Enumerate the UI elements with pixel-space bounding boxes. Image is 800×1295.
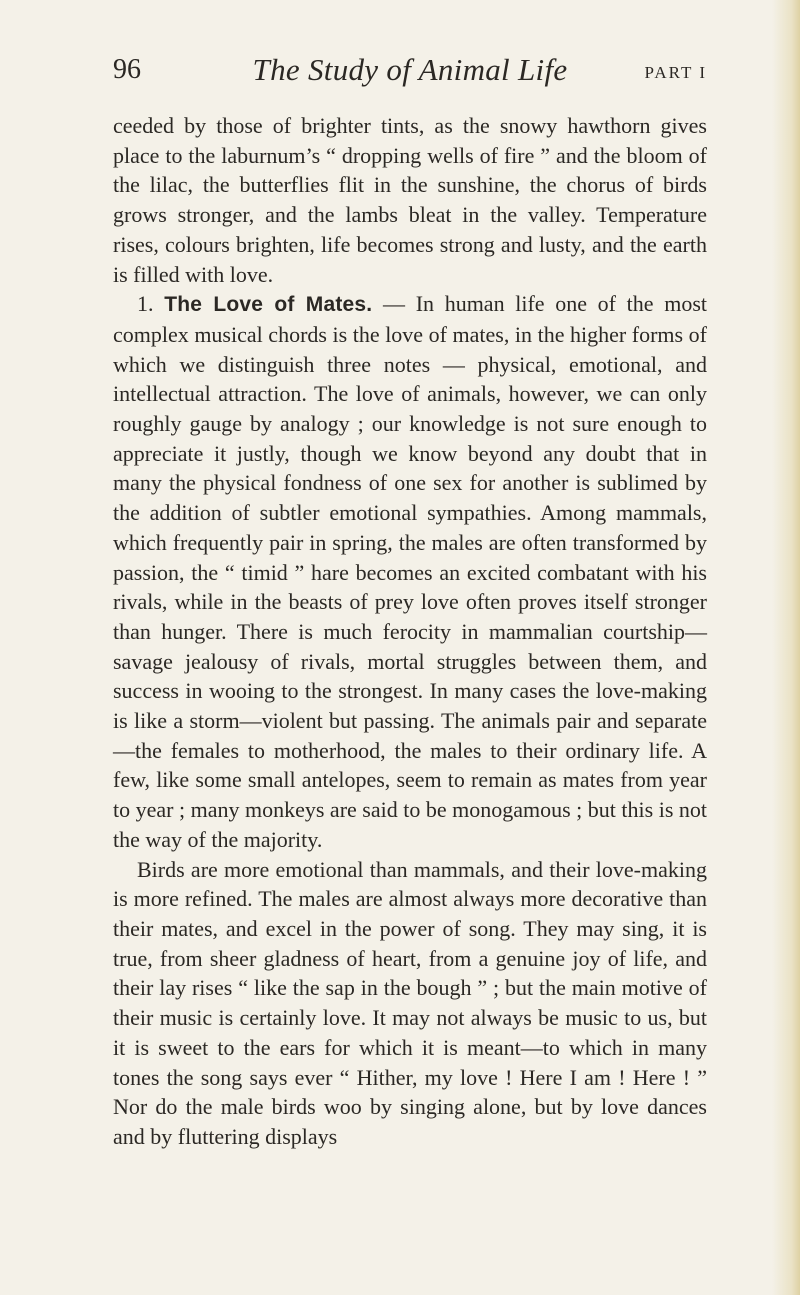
paragraph-text: — In human life one of the most complex musical chords is the love of mates, in the higher forms of which we distinguish three notes — physical, emotional, and intellectual attraction. The love of animals, however, we can only roughly gauge by analogy ; our knowledge is not sure enough to appreciate it justly, though we know beyond any doubt that in many the physical fondness of one sex for another is sublimed by the addition of subtler emotional sympathies. Among mammals, which frequently pair in spring, the males are often transformed by passion, the “ timid ” hare becomes an excited combatant with his rivals, while in the beasts of prey love often proves itself stronger than hunger. There is much ferocity in mammalian courtship—savage jealousy of rivals, mortal struggles between them, and success in wooing to the strongest. In many cases the love-making is like a storm—violent but passing. The animals pair and separate—the females to motherhood, the males to their ordinary life. A few, like some small antelopes, seem to remain as mates from year to year ; many monkeys are said to be monogamous ; but this is not the way of the majority. [113,291,708,852]
paragraph-birds: Birds are more emotional than mammals, and their love-making is more refined. The males are almost always more decorative than their mates, and excel in the power of song. They may sing, it is true, from sheer gladness of heart, from a genuine joy of life, and their lay rises “ like the sap in the bough ” ; but the main motive of their music is certainly love. It may not always be music to us, but it is sweet to the ears for which it is meant—to which in many tones the song says ever “ Hither, my love ! Here I am ! Here ! ” Nor do the male birds woo by singing alone, but by love dances and by fluttering displays [113,856,707,1149]
section-number: 1. [137,291,154,317]
paragraph-continuation: ceeded by those of brighter tints, as the snowy hawthorn gives place to the laburnum’s “ dropping wells of fire ” and the bloom of the lilac, the butterflies flit in the sunshine, the chorus of birds grows stronger, and the lambs bleat in the valley. Temperature rises, colours brighten, life becomes strong and lusty, and the earth is filled with love. [113,113,707,287]
page-number: 96 [113,54,141,85]
part-label: PART I [644,63,707,82]
body-text [113,111,707,1152]
page-edge-shadow [772,0,800,1295]
page-header [113,50,707,100]
section-heading: The Love of Mates. [164,293,373,317]
paragraph-love-of-mates [113,289,707,854]
running-title: The Study of Animal Life [252,52,568,87]
